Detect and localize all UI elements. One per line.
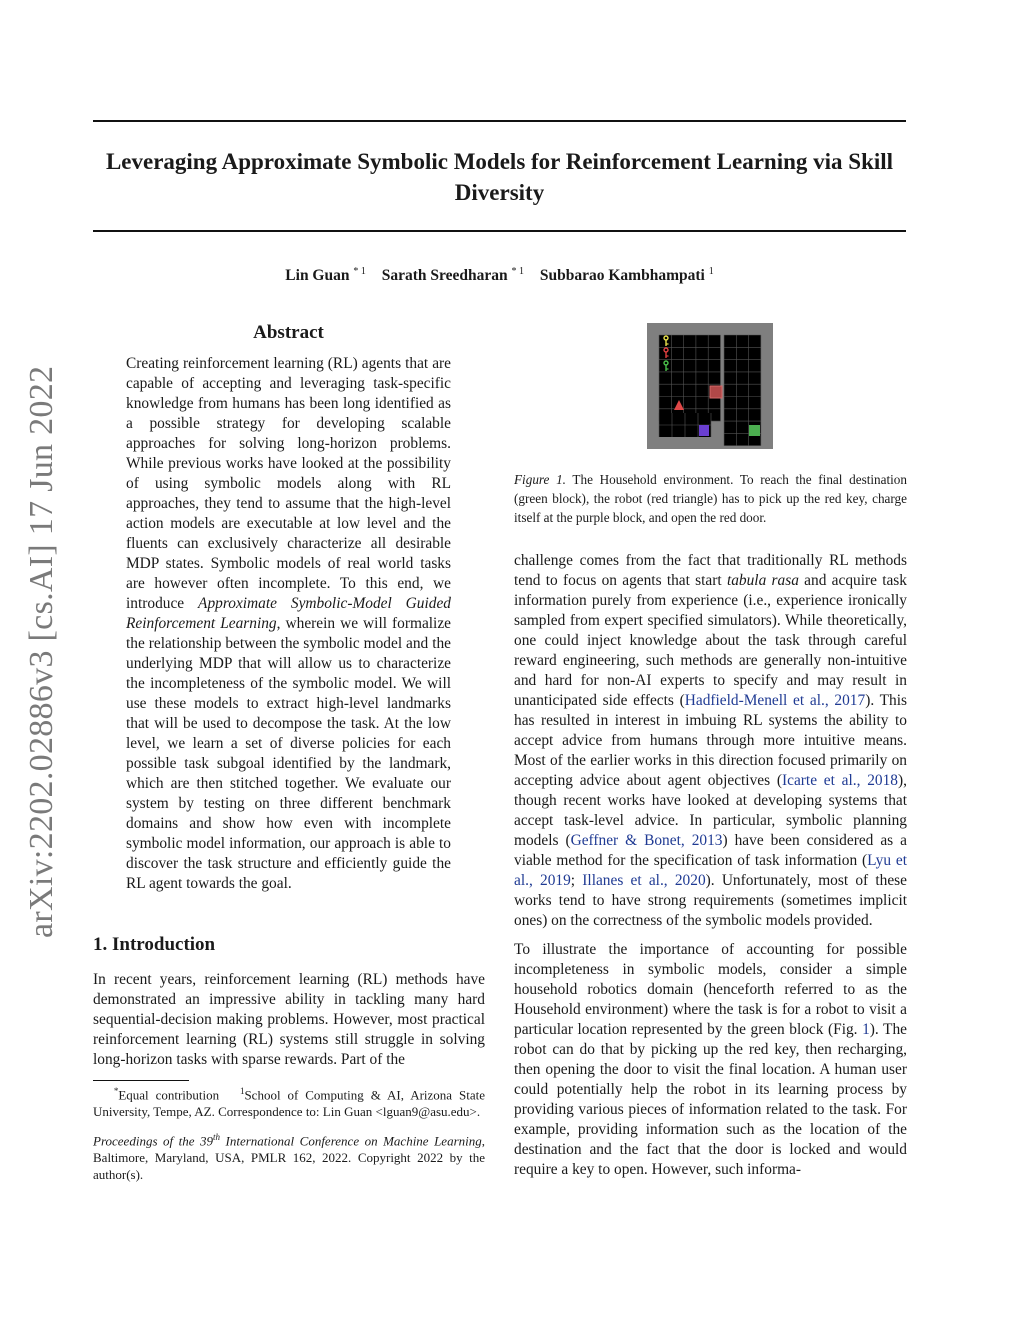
text-run: To illustrate the importance of accounting for possible incompleteness in symbolic models, consider a simple household robotics domain (henceforth referred to as the Household environment) where the task is for a robot to visit a particular location represented by the green block (Fig. bbox=[514, 941, 907, 1038]
equal-contribution: Equal contribution bbox=[118, 1087, 220, 1103]
footnote-rule bbox=[93, 1080, 189, 1081]
author-affiliation-mark: 1 bbox=[708, 266, 714, 277]
abstract-part: , wherein we will formalize the relationship between the symbolic model and the underlying MDP that will allow us to characterize the incompleteness of the symbolic model. We will use these models to extract high-level landmarks that will be used to decompose the task. At the low level, we learn a set of diverse policies for each possible task subgoal identified by the landmark, which are then stitched together. We evaluate our system by testing on three different benchmark domains and show how even with incomplete symbolic model information, our approach is able to discover the task structure and efficiently guide the RL agent towards the goal. bbox=[126, 615, 451, 892]
figure-caption bbox=[514, 470, 907, 527]
proceedings-sup: th bbox=[213, 1132, 221, 1143]
intro-left-column bbox=[93, 970, 485, 1070]
proceedings-conference: International Conference on Machine Learning bbox=[220, 1133, 482, 1149]
proceedings-prefix: Proceedings of the 39 bbox=[93, 1133, 214, 1149]
intro-paragraph: In recent years, reinforcement learning (RL) methods have demonstrated an impressive ability in tackling many hard sequential-decision making problems. However, most practical reinforcement learning (RL) systems still struggle in solving long-horizon tasks with sparse rewards. Part of the bbox=[93, 971, 485, 1068]
citation-link[interactable]: Icarte et al., 2018 bbox=[782, 772, 899, 789]
affiliation-mark: 1 bbox=[239, 1086, 245, 1096]
text-run: challenge comes from the fact that traditionally RL methods tend to focus on agents that start bbox=[514, 552, 907, 589]
proceedings-rest: , Baltimore, Maryland, USA, PMLR 162, 2022. Copyright 2022 by the author(s). bbox=[93, 1133, 485, 1182]
citation-link[interactable]: Illanes et al., 2020 bbox=[582, 872, 706, 889]
title-bottom-rule bbox=[93, 230, 906, 232]
citation-link[interactable]: Lyu et al., 2019 bbox=[514, 852, 907, 889]
section-heading-introduction: 1. Introduction bbox=[93, 934, 216, 955]
text-run: ; bbox=[570, 872, 583, 889]
paper-title: Leveraging Approximate Symbolic Models for Reinforcement Learning via Skill Diversity bbox=[105, 149, 894, 205]
figure-label: Figure 1. bbox=[514, 472, 566, 487]
proceedings-note bbox=[93, 1129, 485, 1183]
abstract-heading: Abstract bbox=[253, 322, 324, 343]
author bbox=[382, 267, 524, 284]
intro-paragraph bbox=[514, 551, 907, 931]
equal-contribution-mark: * bbox=[113, 1086, 119, 1096]
goal-block bbox=[749, 425, 760, 436]
author-name: Subbarao Kambhampati bbox=[539, 267, 705, 285]
citation-link[interactable]: Hadfield-Menell et al., 2017 bbox=[684, 692, 866, 709]
figure-caption-text: The Household environment. To reach the final destination (green block), the robot (red triangle) has to pick up the red key, charge itself at the purple block, and open the red door. bbox=[514, 472, 907, 525]
text-run: ). The robot can do that by picking up the red key, then recharging, then opening the door to visit the final location. A human user could potentially help the robot in its learning process by providing various pieces of information related to the task. For example, providing information such as the location of the destination and the fact that the door is locked and would require a key to open. However, such informa- bbox=[514, 1021, 907, 1178]
arxiv-identifier: arXiv:2202.02886v3 [cs.AI] 17 Jun 2022 bbox=[23, 365, 60, 938]
text-run: ). Unfortunately, most of these works tend to have strong requirements (sometimes implicit ones) on the correctness of the symbolic models provided. bbox=[514, 872, 908, 929]
citation-link[interactable]: Geffner & Bonet, 2013 bbox=[570, 832, 723, 849]
author-list bbox=[93, 266, 906, 285]
intro-paragraph bbox=[514, 940, 907, 1180]
author bbox=[285, 267, 366, 284]
text-run: ), though recent works have looked at developing systems that accept task-level advice. In particular, symbolic planning models ( bbox=[514, 772, 907, 849]
author-name: Lin Guan bbox=[285, 267, 350, 285]
author bbox=[540, 267, 714, 284]
affiliation-text: School of Computing & AI, Arizona State University, Tempe, AZ. Correspondence to: Lin Guan <lguan9@asu.edu>. bbox=[93, 1087, 486, 1119]
text-run: ) have been considered as a viable method for the specification of task information ( bbox=[514, 832, 907, 869]
figure-reference-link[interactable]: 1 bbox=[862, 1021, 870, 1038]
red-door bbox=[710, 386, 722, 398]
charger-block bbox=[699, 425, 709, 436]
abstract-text bbox=[126, 354, 451, 894]
abstract-part: Creating reinforcement learning (RL) agents that are capable of accepting and leveraging task-specific knowledge from humans has been long identified as a possible strategy for developing scalable approaches for solving long-horizon problems. While previous works have looked at the possibility of using symbolic models along with RL approaches, they tend to assume that the high-level action models are executable at low level and the fluents can exclusively characterize all desirable MDP states. Symbolic models of real world tasks are however often incomplete. To this end, we introduce bbox=[126, 355, 451, 612]
grid-floor bbox=[659, 335, 721, 421]
text-run: and acquire task information purely from experience (i.e., experience ironically sampled from expert specified simulators). While theoretically, one could inject knowledge about the task through careful reward engineering, such methods are generally non-intuitive and hard for non-AI experts to specify and may result in unanticipated side effects ( bbox=[514, 572, 907, 709]
intro-right-column bbox=[514, 551, 907, 1180]
emphasis: tabula rasa bbox=[726, 572, 799, 589]
author-affiliation-mark: * 1 bbox=[353, 266, 366, 277]
footnote bbox=[93, 1083, 485, 1183]
author-affiliation-mark: * 1 bbox=[511, 266, 524, 277]
author-name: Sarath Sreedharan bbox=[381, 267, 508, 285]
footnote-affiliations bbox=[93, 1083, 485, 1120]
text-run: ). This has resulted in interest in imbuing RL systems the ability to accept advice from humans through more intuitive means. Most of the earlier works in this direction focused primarily on accepting advice about agent objectives ( bbox=[514, 692, 907, 789]
top-rule bbox=[93, 120, 906, 122]
abstract-emphasis: Approximate Symbolic-Model Guided Reinforcement Learning bbox=[126, 595, 451, 632]
household-environment-figure bbox=[647, 323, 773, 449]
